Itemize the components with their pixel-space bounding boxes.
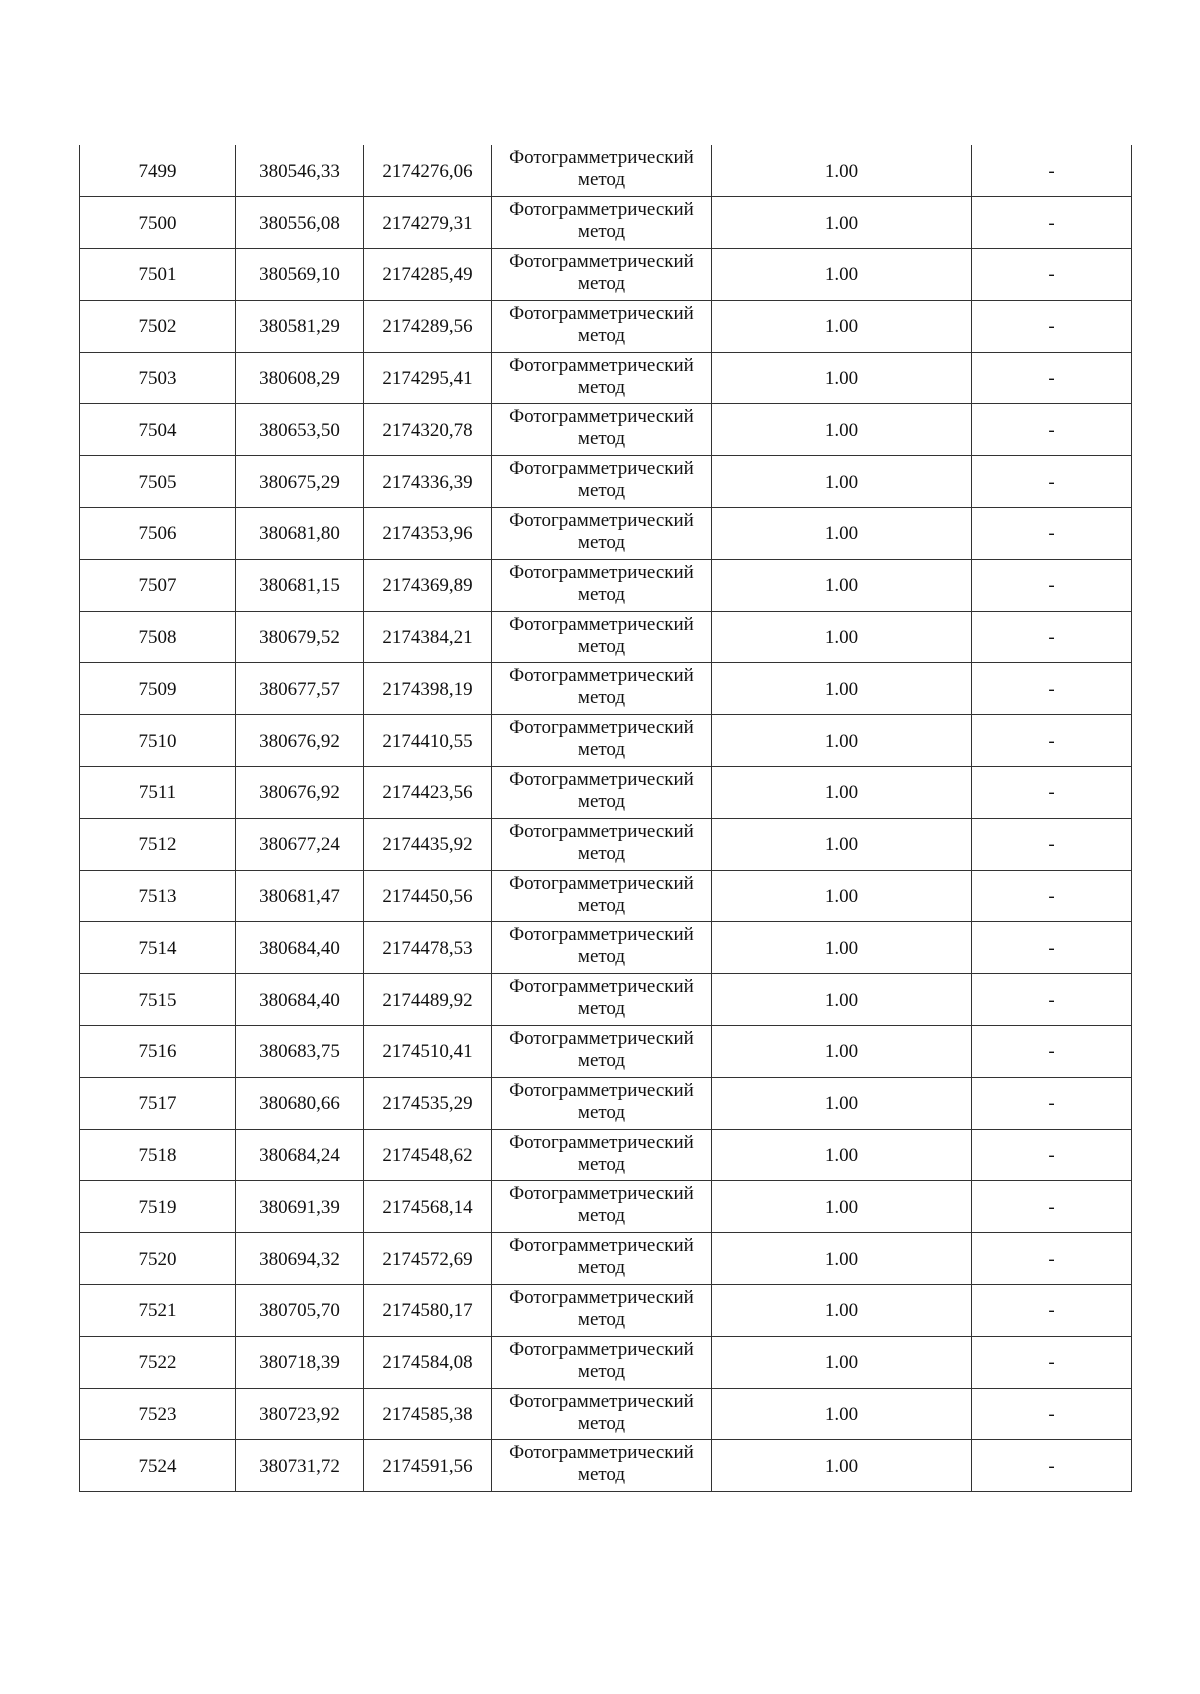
method-line-2: метод: [577, 272, 626, 294]
note-cell: -: [972, 1181, 1132, 1233]
method-cell: [492, 715, 712, 767]
table-row: [80, 456, 1132, 508]
coordinates-table-body: [80, 145, 1132, 1492]
note-cell: -: [972, 197, 1132, 249]
y-coordinate-cell: 2174279,31: [364, 197, 492, 249]
note-cell: -: [972, 456, 1132, 508]
table-row: [80, 767, 1132, 819]
method-line-2: метод: [577, 687, 626, 709]
accuracy-cell: 1.00: [712, 1388, 972, 1440]
note-cell: -: [972, 249, 1132, 301]
method-line-2: метод: [577, 1308, 626, 1330]
accuracy-cell: 1.00: [712, 1233, 972, 1285]
x-coordinate-cell: 380681,80: [236, 508, 364, 560]
method-cell: [492, 1388, 712, 1440]
table-row: [80, 663, 1132, 715]
note-cell: -: [972, 1026, 1132, 1078]
method-line-2: метод: [577, 324, 626, 346]
point-number-cell: 7523: [80, 1388, 236, 1440]
method-cell: [492, 922, 712, 974]
point-number-cell: 7503: [80, 352, 236, 404]
method-line-2: метод: [577, 1464, 626, 1486]
point-number-cell: 7521: [80, 1285, 236, 1337]
y-coordinate-cell: 2174423,56: [364, 767, 492, 819]
note-cell: -: [972, 611, 1132, 663]
x-coordinate-cell: 380676,92: [236, 767, 364, 819]
point-number-cell: 7501: [80, 249, 236, 301]
table-row: [80, 922, 1132, 974]
method-line-1: Фотограмметрический: [509, 1183, 694, 1205]
note-cell: -: [972, 974, 1132, 1026]
y-coordinate-cell: 2174435,92: [364, 818, 492, 870]
note-cell: -: [972, 1440, 1132, 1492]
method-line-1: Фотограмметрический: [509, 1235, 694, 1257]
point-number-cell: 7499: [80, 145, 236, 197]
y-coordinate-cell: 2174276,06: [364, 145, 492, 197]
y-coordinate-cell: 2174320,78: [364, 404, 492, 456]
method-line-1: Фотограмметрический: [509, 665, 694, 687]
x-coordinate-cell: 380683,75: [236, 1026, 364, 1078]
method-line-1: Фотограмметрический: [509, 1027, 694, 1049]
accuracy-cell: 1.00: [712, 974, 972, 1026]
x-coordinate-cell: 380684,40: [236, 974, 364, 1026]
method-line-1: Фотограмметрический: [509, 354, 694, 376]
method-line-1: Фотограмметрический: [509, 820, 694, 842]
x-coordinate-cell: 380681,15: [236, 559, 364, 611]
method-line-2: метод: [577, 1101, 626, 1123]
accuracy-cell: 1.00: [712, 249, 972, 301]
method-line-2: метод: [577, 739, 626, 761]
table-row: [80, 300, 1132, 352]
table-row: [80, 249, 1132, 301]
y-coordinate-cell: 2174478,53: [364, 922, 492, 974]
table-row: [80, 559, 1132, 611]
method-cell: [492, 1129, 712, 1181]
x-coordinate-cell: 380581,29: [236, 300, 364, 352]
table-row: [80, 1388, 1132, 1440]
method-line-2: метод: [577, 790, 626, 812]
accuracy-cell: 1.00: [712, 1026, 972, 1078]
accuracy-cell: 1.00: [712, 1440, 972, 1492]
accuracy-cell: 1.00: [712, 767, 972, 819]
note-cell: -: [972, 1233, 1132, 1285]
method-line-1: Фотограмметрический: [509, 717, 694, 739]
method-line-2: метод: [577, 1257, 626, 1279]
note-cell: -: [972, 145, 1132, 197]
point-number-cell: 7524: [80, 1440, 236, 1492]
point-number-cell: 7514: [80, 922, 236, 974]
method-line-2: метод: [577, 842, 626, 864]
method-cell: [492, 1233, 712, 1285]
accuracy-cell: 1.00: [712, 300, 972, 352]
y-coordinate-cell: 2174584,08: [364, 1336, 492, 1388]
method-line-1: Фотограмметрический: [509, 250, 694, 272]
point-number-cell: 7513: [80, 870, 236, 922]
point-number-cell: 7502: [80, 300, 236, 352]
x-coordinate-cell: 380653,50: [236, 404, 364, 456]
x-coordinate-cell: 380556,08: [236, 197, 364, 249]
x-coordinate-cell: 380679,52: [236, 611, 364, 663]
table-row: [80, 1129, 1132, 1181]
x-coordinate-cell: 380694,32: [236, 1233, 364, 1285]
x-coordinate-cell: 380677,24: [236, 818, 364, 870]
x-coordinate-cell: 380569,10: [236, 249, 364, 301]
method-cell: [492, 974, 712, 1026]
y-coordinate-cell: 2174353,96: [364, 508, 492, 560]
method-line-2: метод: [577, 635, 626, 657]
method-cell: [492, 559, 712, 611]
method-line-1: Фотограмметрический: [509, 1286, 694, 1308]
x-coordinate-cell: 380731,72: [236, 1440, 364, 1492]
x-coordinate-cell: 380691,39: [236, 1181, 364, 1233]
method-line-2: метод: [577, 1412, 626, 1434]
x-coordinate-cell: 380675,29: [236, 456, 364, 508]
method-line-2: метод: [577, 1049, 626, 1071]
x-coordinate-cell: 380677,57: [236, 663, 364, 715]
note-cell: -: [972, 922, 1132, 974]
y-coordinate-cell: 2174369,89: [364, 559, 492, 611]
y-coordinate-cell: 2174572,69: [364, 1233, 492, 1285]
accuracy-cell: 1.00: [712, 715, 972, 767]
method-cell: [492, 1026, 712, 1078]
accuracy-cell: 1.00: [712, 1336, 972, 1388]
accuracy-cell: 1.00: [712, 559, 972, 611]
method-line-2: метод: [577, 531, 626, 553]
method-cell: [492, 1285, 712, 1337]
note-cell: -: [972, 1077, 1132, 1129]
point-number-cell: 7506: [80, 508, 236, 560]
point-number-cell: 7504: [80, 404, 236, 456]
x-coordinate-cell: 380684,24: [236, 1129, 364, 1181]
accuracy-cell: 1.00: [712, 352, 972, 404]
point-number-cell: 7517: [80, 1077, 236, 1129]
method-cell: [492, 456, 712, 508]
accuracy-cell: 1.00: [712, 1285, 972, 1337]
point-number-cell: 7518: [80, 1129, 236, 1181]
table-row: [80, 1440, 1132, 1492]
y-coordinate-cell: 2174535,29: [364, 1077, 492, 1129]
y-coordinate-cell: 2174336,39: [364, 456, 492, 508]
note-cell: -: [972, 715, 1132, 767]
note-cell: -: [972, 1129, 1132, 1181]
method-line-1: Фотограмметрический: [509, 613, 694, 635]
method-cell: [492, 1336, 712, 1388]
table-row: [80, 611, 1132, 663]
point-number-cell: 7507: [80, 559, 236, 611]
method-cell: [492, 1077, 712, 1129]
method-line-1: Фотограмметрический: [509, 1131, 694, 1153]
point-number-cell: 7500: [80, 197, 236, 249]
x-coordinate-cell: 380676,92: [236, 715, 364, 767]
method-cell: [492, 767, 712, 819]
x-coordinate-cell: 380718,39: [236, 1336, 364, 1388]
note-cell: -: [972, 1336, 1132, 1388]
y-coordinate-cell: 2174510,41: [364, 1026, 492, 1078]
method-cell: [492, 508, 712, 560]
accuracy-cell: 1.00: [712, 663, 972, 715]
accuracy-cell: 1.00: [712, 1181, 972, 1233]
point-number-cell: 7519: [80, 1181, 236, 1233]
method-line-1: Фотограмметрический: [509, 1390, 694, 1412]
method-line-1: Фотограмметрический: [509, 509, 694, 531]
y-coordinate-cell: 2174585,38: [364, 1388, 492, 1440]
y-coordinate-cell: 2174289,56: [364, 300, 492, 352]
point-number-cell: 7516: [80, 1026, 236, 1078]
y-coordinate-cell: 2174398,19: [364, 663, 492, 715]
accuracy-cell: 1.00: [712, 145, 972, 197]
accuracy-cell: 1.00: [712, 870, 972, 922]
method-line-2: метод: [577, 583, 626, 605]
method-line-1: Фотограмметрический: [509, 872, 694, 894]
point-number-cell: 7512: [80, 818, 236, 870]
y-coordinate-cell: 2174489,92: [364, 974, 492, 1026]
note-cell: -: [972, 767, 1132, 819]
method-cell: [492, 249, 712, 301]
method-line-2: метод: [577, 894, 626, 916]
accuracy-cell: 1.00: [712, 456, 972, 508]
method-line-2: метод: [577, 1153, 626, 1175]
method-line-1: Фотограмметрический: [509, 1442, 694, 1464]
note-cell: -: [972, 300, 1132, 352]
method-cell: [492, 352, 712, 404]
table-row: [80, 1077, 1132, 1129]
y-coordinate-cell: 2174285,49: [364, 249, 492, 301]
table-row: [80, 818, 1132, 870]
point-number-cell: 7511: [80, 767, 236, 819]
method-line-2: метод: [577, 376, 626, 398]
y-coordinate-cell: 2174548,62: [364, 1129, 492, 1181]
table-row: [80, 145, 1132, 197]
table-row: [80, 974, 1132, 1026]
x-coordinate-cell: 380680,66: [236, 1077, 364, 1129]
method-line-1: Фотограмметрический: [509, 199, 694, 221]
method-line-1: Фотограмметрический: [509, 458, 694, 480]
method-line-1: Фотограмметрический: [509, 561, 694, 583]
y-coordinate-cell: 2174591,56: [364, 1440, 492, 1492]
point-number-cell: 7509: [80, 663, 236, 715]
point-number-cell: 7505: [80, 456, 236, 508]
y-coordinate-cell: 2174384,21: [364, 611, 492, 663]
accuracy-cell: 1.00: [712, 818, 972, 870]
table-row: [80, 715, 1132, 767]
table-row: [80, 1026, 1132, 1078]
note-cell: -: [972, 663, 1132, 715]
note-cell: -: [972, 870, 1132, 922]
accuracy-cell: 1.00: [712, 508, 972, 560]
accuracy-cell: 1.00: [712, 197, 972, 249]
x-coordinate-cell: 380684,40: [236, 922, 364, 974]
accuracy-cell: 1.00: [712, 1129, 972, 1181]
method-cell: [492, 870, 712, 922]
note-cell: -: [972, 559, 1132, 611]
x-coordinate-cell: 380723,92: [236, 1388, 364, 1440]
method-cell: [492, 145, 712, 197]
method-cell: [492, 197, 712, 249]
point-number-cell: 7515: [80, 974, 236, 1026]
method-cell: [492, 300, 712, 352]
method-cell: [492, 818, 712, 870]
method-cell: [492, 663, 712, 715]
accuracy-cell: 1.00: [712, 922, 972, 974]
method-line-1: Фотограмметрический: [509, 302, 694, 324]
note-cell: -: [972, 1285, 1132, 1337]
y-coordinate-cell: 2174450,56: [364, 870, 492, 922]
table-row: [80, 197, 1132, 249]
y-coordinate-cell: 2174295,41: [364, 352, 492, 404]
table-row: [80, 1285, 1132, 1337]
point-number-cell: 7508: [80, 611, 236, 663]
method-line-1: Фотограмметрический: [509, 1338, 694, 1360]
method-line-2: метод: [577, 428, 626, 450]
method-line-2: метод: [577, 946, 626, 968]
note-cell: -: [972, 1388, 1132, 1440]
method-line-1: Фотограмметрический: [509, 406, 694, 428]
table-row: [80, 508, 1132, 560]
accuracy-cell: 1.00: [712, 404, 972, 456]
accuracy-cell: 1.00: [712, 611, 972, 663]
method-line-1: Фотограмметрический: [509, 147, 694, 169]
table-row: [80, 352, 1132, 404]
x-coordinate-cell: 380681,47: [236, 870, 364, 922]
coordinates-table: [79, 145, 1132, 1492]
method-line-1: Фотограмметрический: [509, 1079, 694, 1101]
table-row: [80, 1336, 1132, 1388]
method-line-1: Фотограмметрический: [509, 768, 694, 790]
point-number-cell: 7510: [80, 715, 236, 767]
method-line-2: метод: [577, 1360, 626, 1382]
note-cell: -: [972, 818, 1132, 870]
table-row: [80, 404, 1132, 456]
method-line-2: метод: [577, 169, 626, 191]
method-line-2: метод: [577, 480, 626, 502]
note-cell: -: [972, 352, 1132, 404]
x-coordinate-cell: 380608,29: [236, 352, 364, 404]
method-cell: [492, 1440, 712, 1492]
x-coordinate-cell: 380705,70: [236, 1285, 364, 1337]
note-cell: -: [972, 508, 1132, 560]
method-line-1: Фотограмметрический: [509, 976, 694, 998]
method-line-1: Фотограмметрический: [509, 924, 694, 946]
y-coordinate-cell: 2174568,14: [364, 1181, 492, 1233]
method-line-2: метод: [577, 1205, 626, 1227]
method-cell: [492, 1181, 712, 1233]
y-coordinate-cell: 2174580,17: [364, 1285, 492, 1337]
x-coordinate-cell: 380546,33: [236, 145, 364, 197]
y-coordinate-cell: 2174410,55: [364, 715, 492, 767]
method-line-2: метод: [577, 221, 626, 243]
method-line-2: метод: [577, 998, 626, 1020]
note-cell: -: [972, 404, 1132, 456]
point-number-cell: 7522: [80, 1336, 236, 1388]
table-row: [80, 870, 1132, 922]
table-row: [80, 1181, 1132, 1233]
method-cell: [492, 611, 712, 663]
point-number-cell: 7520: [80, 1233, 236, 1285]
method-cell: [492, 404, 712, 456]
accuracy-cell: 1.00: [712, 1077, 972, 1129]
table-row: [80, 1233, 1132, 1285]
